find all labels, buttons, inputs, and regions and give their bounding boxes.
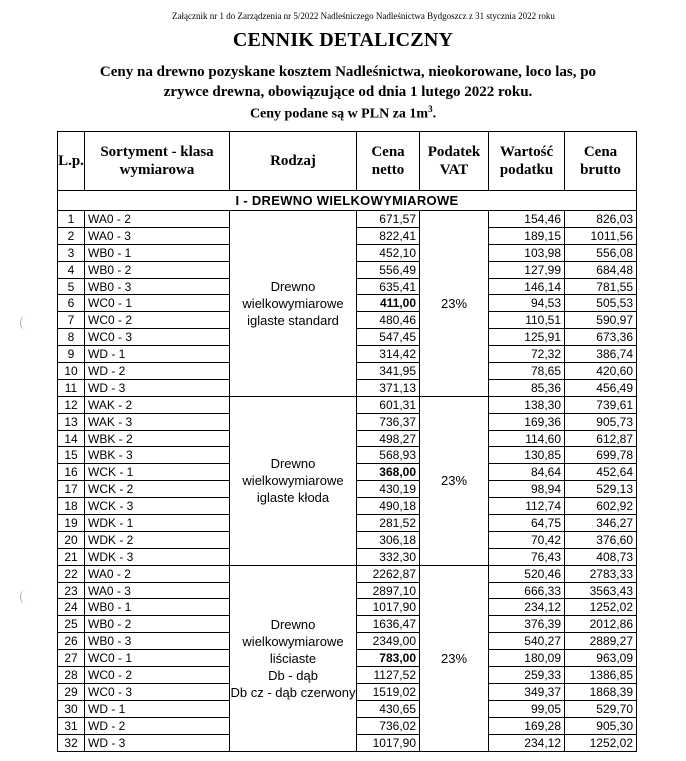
rodzaj-line: Drewno (270, 278, 316, 294)
cell-lp: 18 (58, 498, 85, 515)
col-netto-line-2: netto (371, 162, 405, 178)
cell-sortyment: WC0 - 3 (85, 683, 230, 700)
cell-brutto: 826,03 (565, 211, 637, 228)
cell-netto: 783,00 (357, 650, 420, 667)
cell-lp: 10 (58, 363, 85, 380)
cell-lp: 21 (58, 548, 85, 565)
cell-sortyment: WD - 3 (85, 734, 230, 751)
cell-brutto: 963,09 (565, 650, 637, 667)
cell-lp: 2 (58, 227, 85, 244)
cell-podatek: 125,91 (489, 329, 565, 346)
cell-netto: 1519,02 (357, 683, 420, 700)
cell-podatek: 70,42 (489, 531, 565, 548)
cell-brutto: 590,97 (565, 312, 637, 329)
cell-podatek: 103,98 (489, 244, 565, 261)
cell-netto: 2349,00 (357, 633, 420, 650)
cell-sortyment: WB0 - 1 (85, 244, 230, 261)
table-row (58, 565, 637, 582)
subtitle-line-2: zrywce drewna, obowiązujące od dnia 1 lutego 2022 roku. (163, 84, 533, 100)
cell-podatek: 666,33 (489, 582, 565, 599)
cell-podatek: 376,39 (489, 616, 565, 633)
section-row (58, 191, 637, 211)
cell-netto: 547,45 (357, 329, 420, 346)
col-vat (420, 132, 489, 191)
cell-sortyment: WCK - 3 (85, 498, 230, 515)
cell-lp: 6 (58, 295, 85, 312)
price-table (57, 131, 637, 752)
cell-brutto: 452,64 (565, 464, 637, 481)
cell-podatek: 110,51 (489, 312, 565, 329)
cell-lp: 20 (58, 531, 85, 548)
cell-podatek: 169,28 (489, 717, 565, 734)
cell-sortyment: WC0 - 2 (85, 667, 230, 684)
cell-lp: 23 (58, 582, 85, 599)
cell-vat: 23% (420, 396, 489, 565)
cell-brutto: 2783,33 (565, 565, 637, 582)
cell-netto: 736,02 (357, 717, 420, 734)
cell-sortyment: WCK - 1 (85, 464, 230, 481)
cell-netto: 306,18 (357, 531, 420, 548)
cell-brutto: 1868,39 (565, 683, 637, 700)
cell-netto: 2897,10 (357, 582, 420, 599)
cell-netto: 332,30 (357, 548, 420, 565)
cell-netto: 1017,90 (357, 734, 420, 751)
cell-lp: 14 (58, 430, 85, 447)
cell-podatek: 72,32 (489, 346, 565, 363)
col-vat-line-1: Podatek (427, 144, 481, 160)
cell-podatek: 112,74 (489, 498, 565, 515)
annex-note: Załącznik nr 1 do Zarządzenia nr 5/2022 Nadleśniczego Nadleśnictwa Bydgoszcz z 31 stycznia 2022 roku (172, 11, 555, 21)
rodzaj-line: Db cz - dąb czerwony (230, 684, 356, 700)
cell-netto: 452,10 (357, 244, 420, 261)
cell-brutto: 739,61 (565, 396, 637, 413)
col-brutto (565, 132, 637, 191)
cell-netto: 1636,47 (357, 616, 420, 633)
cell-lp: 19 (58, 515, 85, 532)
col-vat-value-line-1: Wartość (499, 144, 554, 160)
cell-brutto: 684,48 (565, 261, 637, 278)
cell-brutto: 2889,27 (565, 633, 637, 650)
cell-lp: 13 (58, 413, 85, 430)
cell-netto: 498,27 (357, 430, 420, 447)
cell-sortyment: WAK - 2 (85, 396, 230, 413)
rodzaj-line: Drewno (270, 616, 316, 632)
cell-netto: 480,46 (357, 312, 420, 329)
col-vat-value-line-2: podatku (499, 162, 554, 178)
cell-netto: 371,13 (357, 379, 420, 396)
cell-lp: 24 (58, 599, 85, 616)
cell-sortyment: WD - 3 (85, 379, 230, 396)
cell-netto: 671,57 (357, 211, 420, 228)
cell-lp: 11 (58, 379, 85, 396)
cell-podatek: 94,53 (489, 295, 565, 312)
cell-brutto: 529,13 (565, 481, 637, 498)
col-brutto-line-1: Cena (583, 144, 618, 160)
cell-sortyment: WDK - 3 (85, 548, 230, 565)
cell-lp: 28 (58, 667, 85, 684)
cell-lp: 7 (58, 312, 85, 329)
cell-netto: 635,41 (357, 278, 420, 295)
cell-lp: 4 (58, 261, 85, 278)
cell-sortyment: WBK - 2 (85, 430, 230, 447)
hole-punch-mark (20, 316, 29, 330)
cell-brutto: 1011,56 (565, 227, 637, 244)
cell-lp: 12 (58, 396, 85, 413)
cell-lp: 5 (58, 278, 85, 295)
cell-brutto: 1252,02 (565, 599, 637, 616)
cell-sortyment: WA0 - 2 (85, 211, 230, 228)
cell-brutto: 905,30 (565, 717, 637, 734)
units-sup: 3 (428, 104, 433, 114)
cell-sortyment: WA0 - 3 (85, 582, 230, 599)
cell-podatek: 349,37 (489, 683, 565, 700)
cell-sortyment: WD - 1 (85, 346, 230, 363)
cell-sortyment: WB0 - 1 (85, 599, 230, 616)
cell-brutto: 386,74 (565, 346, 637, 363)
cell-sortyment: WB0 - 2 (85, 261, 230, 278)
rodzaj-line: wielkowymiarowe (242, 633, 344, 649)
cell-netto: 490,18 (357, 498, 420, 515)
rodzaj-line: Drewno (270, 456, 316, 472)
cell-brutto: 612,87 (565, 430, 637, 447)
cell-brutto: 781,55 (565, 278, 637, 295)
cell-brutto: 699,78 (565, 447, 637, 464)
col-sortyment-line-2: wymiarowa (119, 162, 195, 178)
cell-sortyment: WDK - 1 (85, 515, 230, 532)
cell-rodzaj (230, 211, 357, 397)
cell-podatek: 234,12 (489, 599, 565, 616)
hole-punch-mark (20, 590, 29, 604)
cell-brutto: 556,08 (565, 244, 637, 261)
cell-netto: 430,65 (357, 700, 420, 717)
cell-netto: 281,52 (357, 515, 420, 532)
cell-sortyment: WC0 - 1 (85, 650, 230, 667)
cell-netto: 314,42 (357, 346, 420, 363)
cell-sortyment: WD - 2 (85, 363, 230, 380)
cell-podatek: 64,75 (489, 515, 565, 532)
cell-podatek: 76,43 (489, 548, 565, 565)
cell-sortyment: WC0 - 1 (85, 295, 230, 312)
cell-netto: 2262,87 (357, 565, 420, 582)
cell-lp: 32 (58, 734, 85, 751)
cell-brutto: 408,73 (565, 548, 637, 565)
cell-netto: 1017,90 (357, 599, 420, 616)
cell-netto: 368,00 (357, 464, 420, 481)
table-row (58, 211, 637, 228)
cell-brutto: 376,60 (565, 531, 637, 548)
cell-sortyment: WC0 - 2 (85, 312, 230, 329)
rodzaj-line: iglaste kłoda (256, 490, 330, 506)
cell-sortyment: WA0 - 2 (85, 565, 230, 582)
cell-netto: 556,49 (357, 261, 420, 278)
cell-vat: 23% (420, 565, 489, 751)
cell-podatek: 169,36 (489, 413, 565, 430)
cell-brutto: 2012,86 (565, 616, 637, 633)
cell-podatek: 127,99 (489, 261, 565, 278)
rodzaj-line: Db - dąb (268, 667, 318, 683)
cell-lp: 26 (58, 633, 85, 650)
cell-podatek: 259,33 (489, 667, 565, 684)
cell-podatek: 78,65 (489, 363, 565, 380)
col-lp: L.p. (58, 132, 85, 191)
cell-netto: 1127,52 (357, 667, 420, 684)
rodzaj-line: iglaste standard (247, 312, 339, 328)
cell-lp: 16 (58, 464, 85, 481)
units-note (0, 104, 686, 123)
cell-netto: 430,19 (357, 481, 420, 498)
cell-podatek: 138,30 (489, 396, 565, 413)
cell-podatek: 99,05 (489, 700, 565, 717)
cell-podatek: 146,14 (489, 278, 565, 295)
cell-brutto: 505,53 (565, 295, 637, 312)
cell-netto: 341,95 (357, 363, 420, 380)
cell-brutto: 1252,02 (565, 734, 637, 751)
cell-podatek: 85,36 (489, 379, 565, 396)
cell-sortyment: WDK - 2 (85, 531, 230, 548)
section-title: I - DREWNO WIELKOWYMIAROWE (58, 191, 637, 211)
table-row (58, 396, 637, 413)
col-netto (357, 132, 420, 191)
units-end: . (432, 106, 437, 122)
cell-brutto: 456,49 (565, 379, 637, 396)
cell-brutto: 529,70 (565, 700, 637, 717)
cell-podatek: 180,09 (489, 650, 565, 667)
cell-podatek: 130,85 (489, 447, 565, 464)
table-header-row (58, 132, 637, 191)
rodzaj-line: wielkowymiarowe (242, 473, 344, 489)
col-brutto-line-2: brutto (580, 162, 621, 178)
cell-netto: 411,00 (357, 295, 420, 312)
cell-podatek: 540,27 (489, 633, 565, 650)
units-text: Ceny podane są w PLN za 1m (249, 106, 429, 122)
cell-rodzaj (230, 396, 357, 565)
cell-netto: 601,31 (357, 396, 420, 413)
cell-lp: 1 (58, 211, 85, 228)
cell-netto: 822,41 (357, 227, 420, 244)
cell-brutto: 673,36 (565, 329, 637, 346)
cell-brutto: 905,73 (565, 413, 637, 430)
col-sortyment-line-1: Sortyment - klasa (100, 144, 214, 160)
cell-brutto: 346,27 (565, 515, 637, 532)
cell-sortyment: WA0 - 3 (85, 227, 230, 244)
cell-lp: 29 (58, 683, 85, 700)
cell-lp: 3 (58, 244, 85, 261)
rodzaj-line: wielkowymiarowe (242, 295, 344, 311)
cell-sortyment: WAK - 3 (85, 413, 230, 430)
subtitle-line-1: Ceny na drewno pozyskane kosztem Nadleśnictwa, nieokorowane, loco las, po (99, 64, 597, 80)
col-rodzaj: Rodzaj (230, 132, 357, 191)
cell-podatek: 84,64 (489, 464, 565, 481)
cell-lp: 8 (58, 329, 85, 346)
cell-brutto: 1386,85 (565, 667, 637, 684)
cell-lp: 25 (58, 616, 85, 633)
cell-lp: 17 (58, 481, 85, 498)
cell-lp: 27 (58, 650, 85, 667)
cell-sortyment: WD - 1 (85, 700, 230, 717)
cell-podatek: 520,46 (489, 565, 565, 582)
cell-sortyment: WB0 - 3 (85, 633, 230, 650)
cell-brutto: 420,60 (565, 363, 637, 380)
cell-brutto: 3563,43 (565, 582, 637, 599)
cell-sortyment: WB0 - 3 (85, 278, 230, 295)
cell-lp: 30 (58, 700, 85, 717)
cell-sortyment: WCK - 2 (85, 481, 230, 498)
cell-podatek: 234,12 (489, 734, 565, 751)
cell-lp: 9 (58, 346, 85, 363)
col-sortyment (85, 132, 230, 191)
cell-vat: 23% (420, 211, 489, 397)
cell-netto: 568,93 (357, 447, 420, 464)
cell-sortyment: WBK - 3 (85, 447, 230, 464)
subtitle (70, 62, 626, 102)
cell-brutto: 602,92 (565, 498, 637, 515)
cell-lp: 22 (58, 565, 85, 582)
cell-rodzaj (230, 565, 357, 751)
cell-podatek: 189,15 (489, 227, 565, 244)
cell-sortyment: WB0 - 2 (85, 616, 230, 633)
col-vat-value (489, 132, 565, 191)
cell-lp: 15 (58, 447, 85, 464)
col-vat-line-2: VAT (439, 162, 469, 178)
cell-lp: 31 (58, 717, 85, 734)
cell-sortyment: WD - 2 (85, 717, 230, 734)
page-title: CENNIK DETALICZNY (232, 29, 454, 51)
cell-netto: 736,37 (357, 413, 420, 430)
cell-podatek: 154,46 (489, 211, 565, 228)
cell-sortyment: WC0 - 3 (85, 329, 230, 346)
cell-podatek: 114,60 (489, 430, 565, 447)
col-netto-line-1: Cena (371, 144, 405, 160)
rodzaj-line: liściaste (269, 650, 317, 666)
cell-podatek: 98,94 (489, 481, 565, 498)
